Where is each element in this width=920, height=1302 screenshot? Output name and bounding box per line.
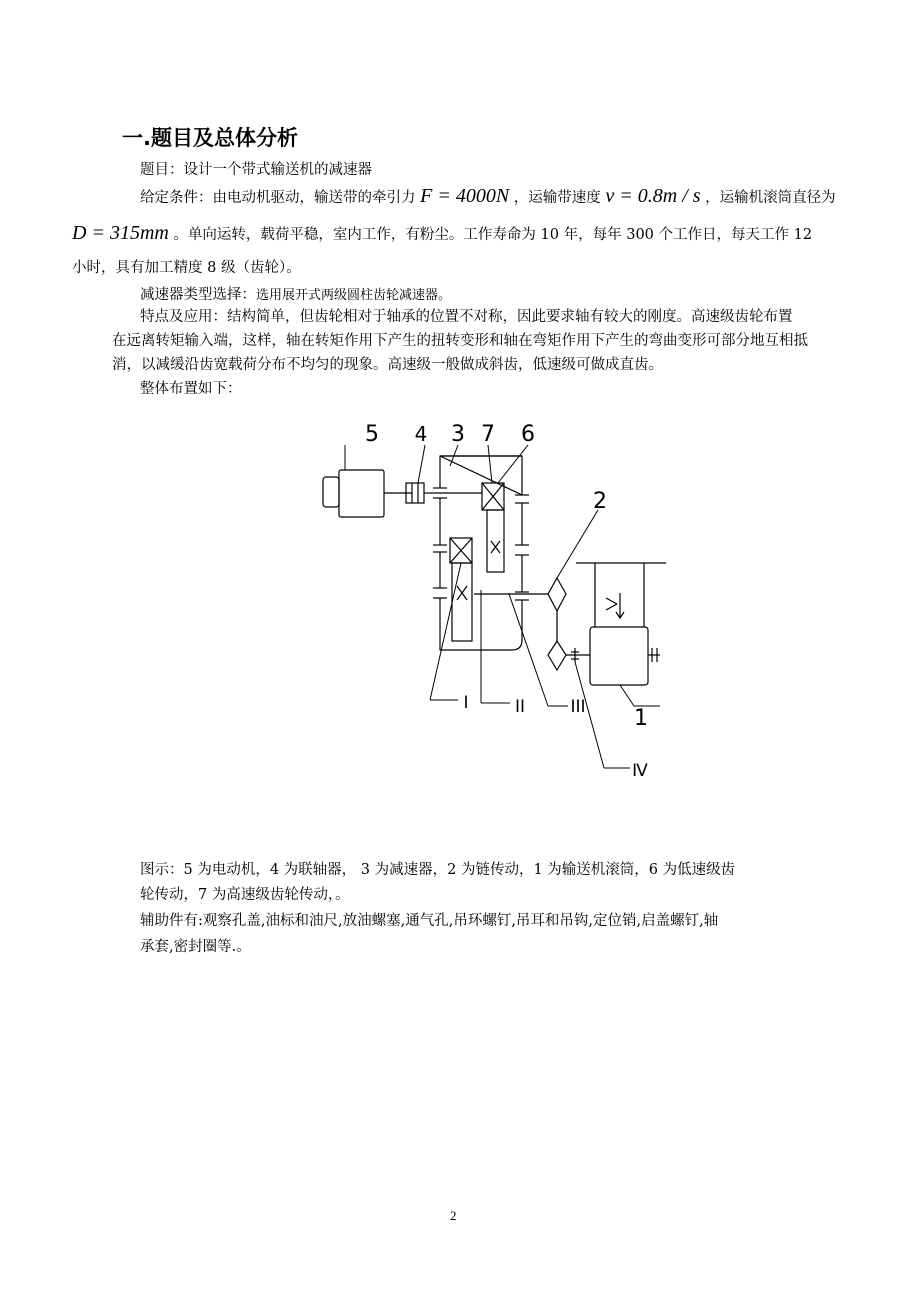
electric-motor bbox=[323, 470, 412, 517]
velocity-equation: v = 0.8m / s bbox=[605, 185, 701, 207]
label-motor: 5 bbox=[365, 422, 379, 447]
conveyor-drum bbox=[571, 563, 666, 685]
label-shaft-1: I bbox=[463, 693, 469, 713]
diameter-equation: D = 315mm bbox=[72, 222, 169, 244]
low-speed-pinion bbox=[450, 538, 472, 563]
given-conditions-line-2 bbox=[72, 223, 812, 245]
low-speed-gear-6 bbox=[452, 563, 472, 641]
label-low-speed-gear: 6 bbox=[521, 422, 535, 447]
given-conditions-line-3: 小时，具有加工精度 8 级（齿轮）。 bbox=[72, 260, 301, 276]
layout-intro-line: 整体布置如下： bbox=[140, 381, 242, 397]
label-reducer: 3 bbox=[451, 422, 465, 447]
transmission-layout-diagram bbox=[310, 415, 670, 790]
features-line-1: 特点及应用：结构简单，但齿轮相对于轴承的位置不对称，因此要求轴有较大的刚度。高速级齿轮布置 bbox=[140, 309, 793, 325]
high-speed-gear-7 bbox=[482, 483, 504, 510]
caption-line-4: 承套,密封圈等.。 bbox=[140, 939, 251, 955]
given-text-suffix: ，运输机滚筒直径为 bbox=[705, 190, 836, 206]
label-conveyor-drum: 1 bbox=[634, 706, 648, 731]
given-text-line2: 。单向运转，载荷平稳，室内工作，有粉尘。工作寿命为 10 年，每年 300 个工作日，每天工作 12 bbox=[173, 227, 813, 243]
force-equation: F = 4000N bbox=[420, 185, 510, 207]
label-shaft-4: Ⅳ bbox=[632, 761, 648, 781]
features-line-2: 在远离转矩输入端，这样，轴在转矩作用下产生的扭转变形和轴在弯矩作用下产生的弯曲变形可部分地互相抵 bbox=[112, 333, 808, 349]
caption-line-1: 图示：5 为电动机，4 为联轴器， 3 为减速器，2 为链传动，1 为输送机滚筒，6 为低速级齿 bbox=[140, 862, 736, 878]
label-chain-drive: 2 bbox=[593, 489, 607, 514]
intermediate-gear bbox=[487, 510, 504, 572]
page-number: 2 bbox=[450, 1208, 457, 1223]
caption-line-2: 轮传动，7 为高速级齿轮传动，。 bbox=[140, 887, 350, 903]
label-shaft-3: III bbox=[570, 697, 586, 717]
reducer-type-label: 减速器类型选择： bbox=[140, 287, 256, 303]
chain-drive bbox=[548, 578, 590, 670]
given-text-prefix: 给定条件：由电动机驱动，输送带的牵引力 bbox=[140, 190, 416, 206]
reducer-type-line bbox=[140, 285, 451, 306]
label-coupling: 4 bbox=[414, 422, 428, 446]
given-conditions-line-1 bbox=[140, 186, 836, 208]
caption-line-3: 辅助件有:观察孔盖,油标和油尺,放油螺塞,通气孔,吊环螺钉,吊耳和吊钩,定位销,启盖螺钉,轴 bbox=[140, 913, 719, 929]
label-high-speed-gear: 7 bbox=[481, 422, 495, 447]
reducer-type-value: 选用展开式两级圆柱齿轮减速器。 bbox=[256, 288, 452, 303]
given-text-mid: ，运输带速度 bbox=[513, 190, 601, 206]
features-line-3: 消，以减缓沿齿宽载荷分布不均匀的现象。高速级一般做成斜齿，低速级可做成直齿。 bbox=[112, 357, 663, 373]
topic-line: 题目：设计一个带式输送机的减速器 bbox=[140, 162, 372, 178]
section-heading: 一.题目及总体分析 bbox=[122, 126, 298, 150]
label-shaft-2: II bbox=[514, 697, 526, 717]
